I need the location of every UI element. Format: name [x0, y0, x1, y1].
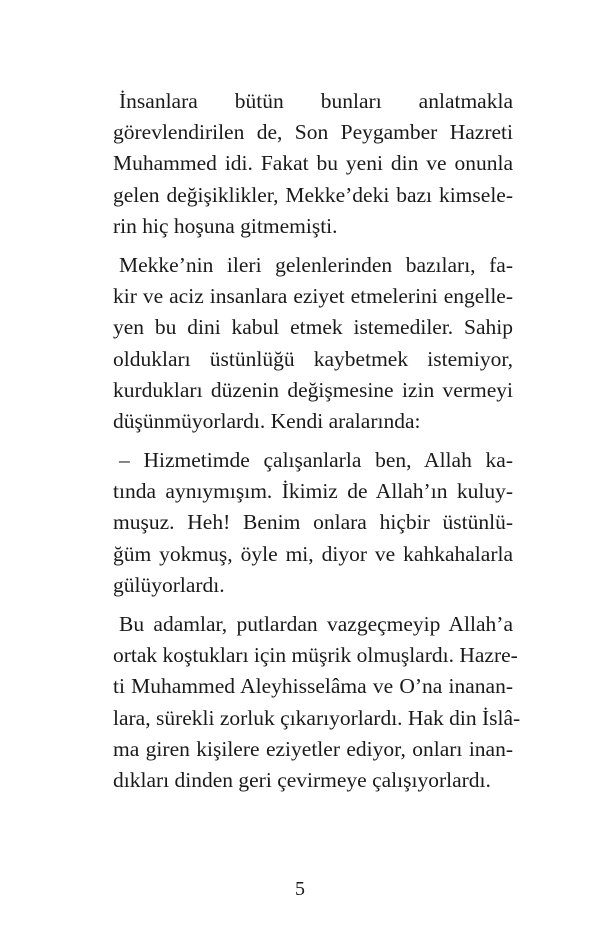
text-line: yen bu dini kabul etmek istemediler. Sahip [113, 315, 513, 340]
paragraph [113, 86, 513, 242]
text-line: ma giren kişilere eziyetler ediyor, onları inan- [113, 736, 513, 761]
text-line: Muhammed idi. Fakat bu yeni din ve onunla [113, 151, 513, 176]
text-line: – Hizmetimde çalışanlarla ben, Allah ka- [119, 448, 513, 473]
text-line: kir ve aciz insanlara eziyet etmelerini engelle- [113, 284, 513, 309]
text-line: ti Muhammed Aleyhisselâma ve O’na inanan- [113, 674, 513, 699]
text-line: İnsanlara bütün bunları anlatmakla [119, 89, 513, 113]
text-line: Mekke’nin ileri gelenlerinden bazıları, fa- [119, 252, 513, 277]
text-line: Bu adamlar, putlardan vazgeçmeyip Allah’a [119, 612, 513, 636]
paragraph [113, 609, 521, 796]
paragraph [113, 250, 513, 437]
page-body [113, 86, 521, 796]
text-line: görevlendirilen de, Son Peygamber Hazreti [113, 120, 513, 145]
text-line: gülüyorlardı. [113, 572, 225, 597]
text-line: dıkları dinden geri çevirmeye çalışıyorlardı. [113, 767, 491, 792]
page-number: 5 [295, 878, 305, 900]
text-line: kurdukları düzenin değişmesine izin vermeyi [113, 377, 513, 402]
text-line: ortak koştukları için müşrik olmuşlardı. Hazre- [113, 643, 518, 668]
text-line: gelen değişiklikler, Mekke’deki bazı kimsele- [113, 182, 513, 207]
paragraph [113, 445, 513, 601]
text-line: düşünmüyorlardı. Kendi aralarında: [113, 408, 421, 433]
text-line: ğüm yokmuş, öyle mi, diyor ve kahkahalarla [113, 541, 513, 566]
text-line: rin hiç hoşuna gitmemişti. [113, 213, 338, 238]
text-line: tında aynıymışım. İkimiz de Allah’ın kuluy- [113, 479, 513, 504]
text-line: oldukları üstünlüğü kaybetmek istemiyor, [113, 346, 513, 371]
text-line: muşuz. Heh! Benim onlara hiçbir üstünlü- [113, 510, 513, 535]
text-line: lara, sürekli zorluk çıkarıyorlardı. Hak din İslâ- [113, 705, 521, 730]
